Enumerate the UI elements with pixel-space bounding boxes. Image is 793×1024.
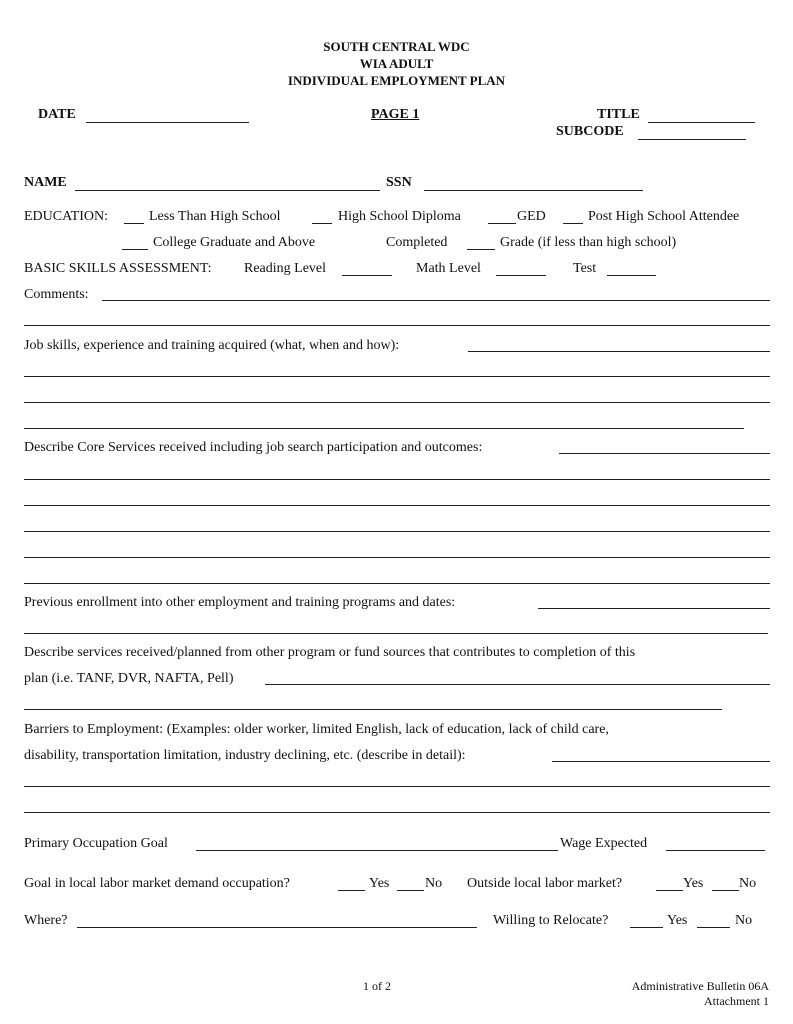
wage-expected-field[interactable]	[666, 850, 765, 851]
other-services-label-cont: plan (i.e. TANF, DVR, NAFTA, Pell)	[24, 671, 234, 686]
core-services-line[interactable]	[24, 505, 770, 506]
job-skills-label: Job skills, experience and training acquired (what, when and how):	[24, 338, 400, 353]
education-grade-field[interactable]	[467, 249, 495, 250]
outside-market-label: Outside local labor market?	[467, 876, 623, 891]
barriers-line[interactable]	[552, 761, 770, 762]
ssn-label: SSN	[386, 175, 412, 190]
demand-no-field[interactable]	[397, 890, 424, 891]
previous-enrollment-line[interactable]	[24, 633, 768, 634]
other-services-line[interactable]	[265, 684, 770, 685]
demand-yes-label: Yes	[369, 876, 390, 891]
education-option-post-hs: Post High School Attendee	[588, 209, 740, 224]
outside-yes-label: Yes	[683, 876, 704, 891]
comments-label: Comments:	[24, 287, 89, 302]
where-label: Where?	[24, 913, 68, 928]
education-option-ged: GED	[517, 209, 546, 224]
outside-no-label: No	[739, 876, 757, 891]
education-blank-college[interactable]	[122, 249, 148, 250]
barriers-label: Barriers to Employment: (Examples: older worker, limited English, lack of education, lack of child care,	[24, 722, 609, 737]
attachment-label: Attachment 1	[704, 994, 769, 1008]
relocate-yes-label: Yes	[667, 913, 688, 928]
outside-yes-field[interactable]	[656, 890, 683, 891]
core-services-label: Describe Core Services received including job search participation and outcomes:	[24, 440, 483, 455]
education-blank-ged[interactable]	[488, 223, 516, 224]
form-title: INDIVIDUAL EMPLOYMENT PLAN	[287, 73, 506, 88]
date-field[interactable]	[86, 122, 249, 123]
job-skills-line[interactable]	[24, 376, 770, 377]
previous-enrollment-line[interactable]	[538, 608, 770, 609]
education-label: EDUCATION:	[24, 209, 108, 224]
previous-enrollment-label: Previous enrollment into other employment and training programs and dates:	[24, 595, 456, 610]
demand-occupation-label: Goal in local labor market demand occupation?	[24, 876, 290, 891]
demand-no-label: No	[425, 876, 443, 891]
education-option-college: College Graduate and Above	[153, 235, 316, 250]
demand-yes-field[interactable]	[338, 890, 365, 891]
math-level-field[interactable]	[496, 275, 546, 276]
relocate-no-field[interactable]	[697, 927, 730, 928]
education-grade-label: Grade (if less than high school)	[500, 235, 677, 250]
name-field[interactable]	[75, 190, 380, 191]
math-level-label: Math Level	[416, 261, 481, 276]
reading-level-label: Reading Level	[244, 261, 327, 276]
job-skills-line[interactable]	[24, 402, 770, 403]
education-option-less-than-hs: Less Than High School	[149, 209, 281, 224]
subcode-label: SUBCODE	[556, 124, 624, 139]
education-completed-label: Completed	[386, 235, 448, 250]
where-field[interactable]	[77, 927, 477, 928]
basic-skills-label: BASIC SKILLS ASSESSMENT:	[24, 261, 212, 276]
test-label: Test	[573, 261, 597, 276]
barriers-label-cont: disability, transportation limitation, industry declining, etc. (describe in detail):	[24, 748, 466, 763]
other-services-label: Describe services received/planned from other program or fund sources that contributes to completion of this	[24, 645, 636, 660]
reading-level-field[interactable]	[342, 275, 392, 276]
core-services-line[interactable]	[24, 583, 770, 584]
title-label: TITLE	[597, 107, 640, 122]
education-option-hs-diploma: High School Diploma	[338, 209, 461, 224]
occupation-goal-label: Primary Occupation Goal	[24, 836, 168, 851]
bulletin-label: Administrative Bulletin 06A	[631, 979, 769, 993]
core-services-line[interactable]	[559, 453, 770, 454]
relocate-label: Willing to Relocate?	[493, 913, 609, 928]
job-skills-line[interactable]	[468, 351, 770, 352]
name-label: NAME	[24, 175, 67, 190]
wage-expected-label: Wage Expected	[560, 836, 648, 851]
education-blank-post-hs[interactable]	[563, 223, 583, 224]
page-number: 1 of 2	[363, 979, 391, 993]
page-label: PAGE 1	[371, 107, 420, 122]
form-org-title: SOUTH CENTRAL WDC	[323, 39, 470, 54]
other-services-line[interactable]	[24, 709, 722, 710]
title-field[interactable]	[648, 122, 755, 123]
core-services-line[interactable]	[24, 531, 770, 532]
job-skills-line[interactable]	[24, 428, 744, 429]
core-services-line[interactable]	[24, 557, 770, 558]
barriers-line[interactable]	[24, 812, 770, 813]
occupation-goal-field[interactable]	[196, 850, 558, 851]
education-blank-less-than-hs[interactable]	[124, 223, 144, 224]
subcode-field[interactable]	[638, 139, 746, 140]
outside-no-field[interactable]	[712, 890, 739, 891]
test-field[interactable]	[607, 275, 656, 276]
ssn-field[interactable]	[424, 190, 643, 191]
relocate-no-label: No	[735, 913, 753, 928]
barriers-line[interactable]	[24, 786, 770, 787]
core-services-line[interactable]	[24, 479, 770, 480]
education-blank-hs-diploma[interactable]	[312, 223, 332, 224]
form-program-title: WIA ADULT	[359, 56, 434, 71]
date-label: DATE	[38, 107, 76, 122]
relocate-yes-field[interactable]	[630, 927, 663, 928]
comments-line[interactable]	[24, 325, 770, 326]
comments-line[interactable]	[102, 300, 770, 301]
